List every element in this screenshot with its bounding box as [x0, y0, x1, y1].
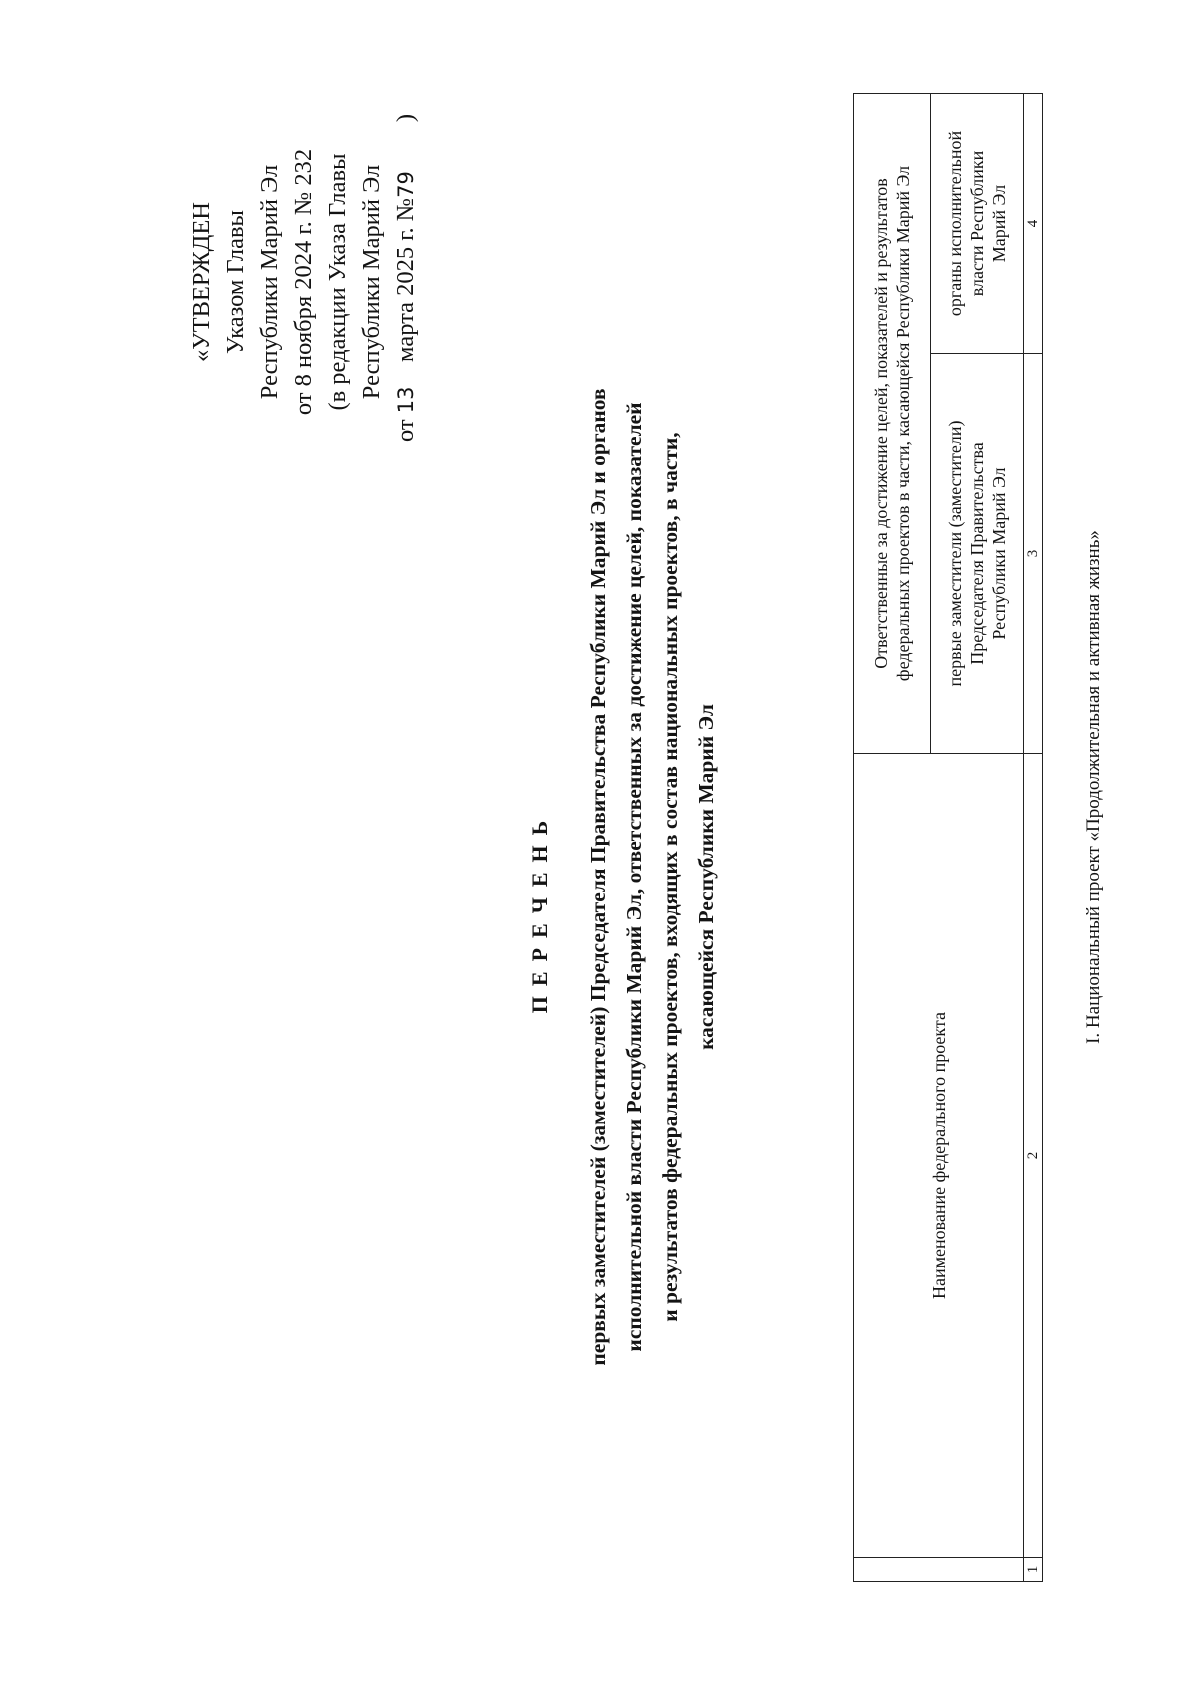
subtitle-line: и результатов федеральных проектов, входящих в состав национальных проектов, в части,: [658, 432, 682, 1322]
subtitle-line: первых заместителей (заместителей) Председателя Правительства Республики Марий Эл и органов: [586, 388, 610, 1366]
approval-line: «УТВЕРЖДЕН: [188, 202, 215, 362]
approval-line: (в редакции Указа Главы: [324, 153, 351, 411]
subtitle-line: исполнительной власти Республики Марий Эл, ответственных за достижение целей, показателей: [622, 402, 646, 1352]
section-heading: I. Национальный проект «Продолжительная и активная жизнь»: [1083, 530, 1104, 1044]
responsibility-table: [853, 94, 1043, 1582]
approval-line: Республики Марий Эл: [256, 164, 283, 400]
column-number: 1: [1024, 1558, 1043, 1582]
table-row: [1024, 94, 1043, 1582]
approval-line: Республики Марий Эл: [358, 164, 385, 400]
table-header-project-name: Наименование федерального проекта: [854, 754, 1024, 1558]
column-number: 4: [1024, 94, 1043, 354]
approval-close-paren: ): [392, 113, 419, 123]
subtitle-line: касающейся Республики Марий Эл: [694, 704, 718, 1050]
column-number: 2: [1024, 754, 1043, 1558]
approval-date-rest: марта 2025 г. №: [392, 197, 419, 362]
table-header-cell: [854, 1558, 1024, 1582]
approval-stamp: [185, 113, 423, 442]
approval-line: от 8 ноября 2024 г. № 232: [290, 148, 317, 416]
table-header-responsible-group: Ответственные за достижение целей, показателей и результатов федеральных проектов в части, касающейся Республики Марий Эл: [854, 94, 931, 754]
document-subtitle: [580, 187, 724, 1567]
approval-date-day: 13: [394, 386, 418, 414]
table-header-executive-bodies: органы исполнительной власти Республики Марий Эл: [931, 94, 1024, 354]
column-number: 3: [1024, 354, 1043, 754]
approval-decree-number: 79: [394, 171, 418, 198]
approval-line: Указом Главы: [222, 210, 249, 354]
document-title: ПЕРЕЧЕНЬ: [527, 810, 552, 1014]
approval-date-line: [389, 113, 423, 442]
table-header-deputies: первые заместители (заместители) Председателя Правительства Республики Марий Эл: [931, 354, 1024, 754]
approval-date-prefix: от: [392, 419, 419, 442]
